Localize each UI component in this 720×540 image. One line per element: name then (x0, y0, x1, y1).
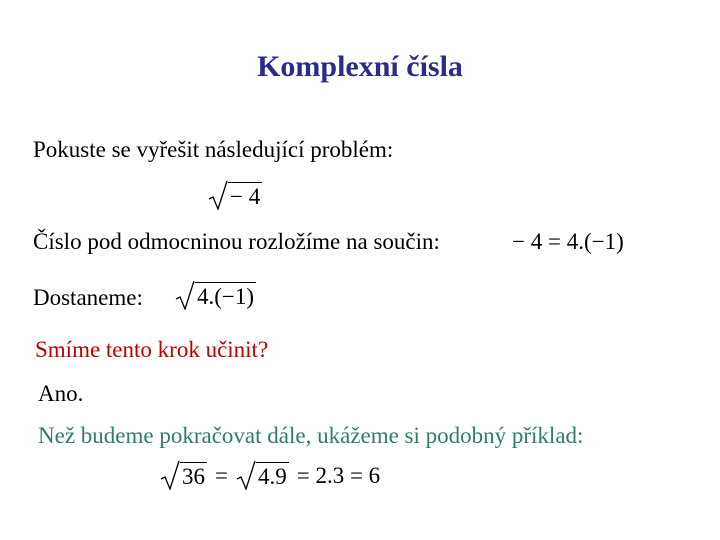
example-radicand-2: 4.9 (257, 464, 287, 489)
obtain-radicand: 4.(−1) (197, 284, 255, 309)
question-text: Smíme tento krok učinit? (35, 337, 269, 362)
answer-text: Ano. (38, 381, 84, 406)
radical-sign-icon (175, 280, 195, 310)
example-equals-2: = 2.3 = 6 (296, 463, 381, 488)
sqrt-symbol (208, 180, 262, 210)
example-expression (160, 460, 380, 490)
decompose-expression: − 4 = 4.(−1) (512, 229, 624, 254)
example-radicand-1: 36 (182, 464, 205, 489)
sqrt-symbol (160, 460, 207, 490)
problem-expression (208, 180, 262, 210)
decompose-text: Číslo pod odmocninou rozložíme na součin: (33, 229, 440, 254)
sqrt-symbol (175, 280, 256, 310)
slide-title: Komplexní čísla (257, 50, 463, 83)
radical-sign-icon (160, 460, 180, 490)
radical-sign-icon (236, 460, 256, 490)
obtain-text: Dostaneme: (33, 285, 143, 310)
sqrt-symbol (236, 460, 289, 490)
radical-sign-icon (208, 180, 228, 210)
intro-text: Pokuste se vyřešit následující problém: (33, 137, 394, 162)
problem-radicand: − 4 (230, 184, 261, 209)
example-equals-1: = (215, 463, 228, 488)
closing-text: Než budeme pokračovat dále, ukážeme si podobný příklad: (38, 423, 584, 448)
obtain-expression (175, 280, 256, 310)
